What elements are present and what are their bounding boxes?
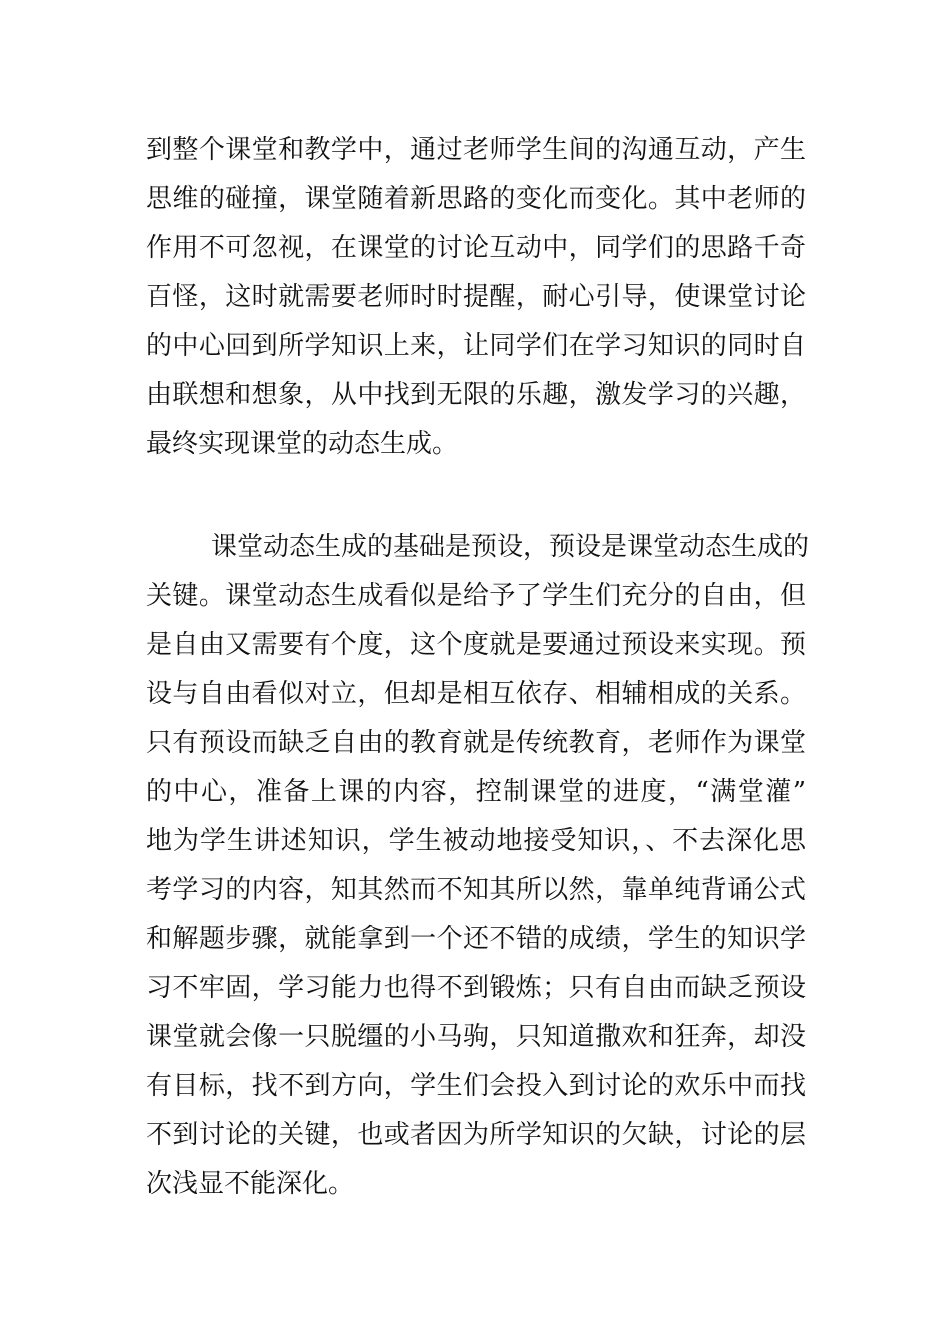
text-line: 只有预设而缺乏自由的教育就是传统教育，老师作为课堂 [146, 728, 806, 758]
text-line: 由联想和想象，从中找到无限的乐趣，激发学习的兴趣， [146, 380, 806, 410]
text-line: 不到讨论的关键，也或者因为所学知识的欠缺，讨论的层 [146, 1120, 806, 1150]
text-line: 思维的碰撞，课堂随着新思路的变化而变化。其中老师的 [146, 184, 806, 214]
text-line: 作用不可忽视，在课堂的讨论互动中，同学们的思路千奇 [146, 233, 806, 263]
text-line: 最终实现课堂的动态生成。 [146, 429, 459, 459]
text-line: 的中心，准备上课的内容，控制课堂的进度，“满堂灌” [146, 777, 806, 807]
text-line: 课堂动态生成的基础是预设，预设是课堂动态生成的 [211, 532, 810, 562]
text-line: 有目标，找不到方向，学生们会投入到讨论的欢乐中而找 [146, 1071, 806, 1101]
text-line: 次浅显不能深化。 [146, 1169, 355, 1199]
text-line: 百怪，这时就需要老师时时提醒，耐心引导，使课堂讨论 [146, 282, 806, 312]
text-line: 地为学生讲述知识，学生被动地接受知识，、不去深化思 [146, 826, 806, 856]
text-line: 到整个课堂和教学中，通过老师学生间的沟通互动，产生 [146, 135, 806, 165]
text-line: 习不牢固，学习能力也得不到锻炼；只有自由而缺乏预设 [146, 973, 806, 1003]
text-line: 课堂就会像一只脱缰的小马驹，只知道撒欢和狂奔，却没 [146, 1022, 806, 1052]
text-line: 关键。课堂动态生成看似是给予了学生们充分的自由，但 [146, 581, 806, 611]
text-line: 的中心回到所学知识上来，让同学们在学习知识的同时自 [146, 331, 806, 361]
text-line: 考学习的内容，知其然而不知其所以然，靠单纯背诵公式 [146, 875, 806, 905]
text-line: 设与自由看似对立，但却是相互依存、相辅相成的关系。 [146, 679, 806, 709]
text-line: 是自由又需要有个度，这个度就是要通过预设来实现。预 [146, 630, 806, 660]
text-line: 和解题步骤，就能拿到一个还不错的成绩，学生的知识学 [146, 924, 806, 954]
